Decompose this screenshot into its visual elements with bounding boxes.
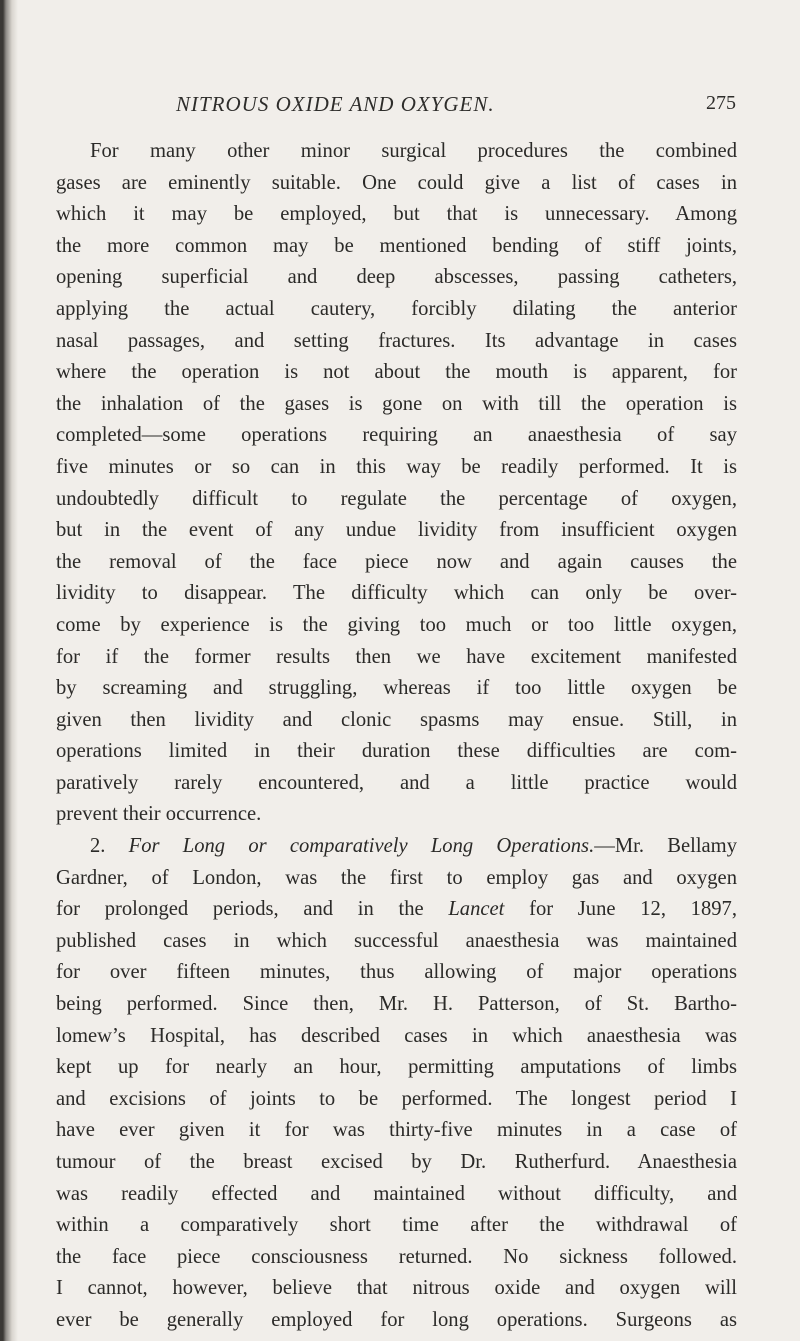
journal-title-italic: Lancet [448,898,505,921]
paragraph-1 [56,136,737,831]
text-line: lividity to disappear. The difficulty which can only be over- [56,582,737,605]
section-heading-rest: —Mr. Bellamy [594,835,737,858]
text-line: the removal of the face piece now and again causes the [56,550,737,573]
text-line: by screaming and struggling, whereas if too little oxygen be [56,677,737,700]
text-line: I cannot, however, believe that nitrous oxide and oxygen will [56,1277,737,1300]
body-text [56,136,737,1337]
text-line: the inhalation of the gases is gone on with till the operation is [56,392,737,415]
text-line: five minutes or so can in this way be readily performed. It is [56,455,737,478]
text-fragment: for prolonged periods, and in the [56,898,449,921]
text-line: tumour of the breast excised by Dr. Rutherfurd. Anaesthesia [56,1151,737,1173]
text-line: the more common may be mentioned bending of stiff joints, [56,234,737,257]
text-line: opening superficial and deep abscesses, passing catheters, [56,266,737,289]
running-head-title: NITROUS OXIDE AND OXYGEN. [176,92,495,116]
text-line: operations limited in their duration these difficulties are com- [56,740,737,763]
section-number: 2. [90,835,129,858]
text-line: completed—some operations requiring an anaesthesia of say [56,424,737,447]
text-line: have ever given it for was thirty-five minutes in a case of [56,1119,737,1142]
text-fragment: for June 12, 1897, [504,898,738,921]
text-line: was readily effected and maintained without difficulty, and [56,1182,737,1205]
text-line: and excisions of joints to be performed. The longest period I [56,1087,737,1110]
text-line-with-citation [56,894,737,926]
page-gutter-shadow [0,0,18,1341]
text-line: within a comparatively short time after the withdrawal of [56,1214,737,1237]
paragraph-2 [56,831,737,1337]
text-line: paratively rarely encountered, and a little practice would [56,771,737,794]
text-line: which it may be employed, but that is unnecessary. Among [56,203,737,226]
section-heading-italic: For Long or comparatively Long Operations. [128,835,595,858]
section-heading-line [56,831,737,863]
text-line: for if the former results then we have excitement manifested [56,645,737,668]
text-line: For many other minor surgical procedures the combined [90,140,737,162]
text-line: where the operation is not about the mouth is apparent, for [56,361,737,384]
page-number: 275 [706,92,736,114]
text-line: nasal passages, and setting fractures. Its advantage in cases [56,329,737,352]
text-line: ever be generally employed for long operations. Surgeons as [56,1308,737,1331]
text-line: kept up for nearly an hour, permitting amputations of limbs [56,1056,737,1079]
text-line: gases are eminently suitable. One could give a list of cases in [56,171,737,194]
text-line: published cases in which successful anaesthesia was maintained [56,929,737,952]
text-line: prevent their occurrence. [56,803,262,826]
text-line: given then lividity and clonic spasms may ensue. Still, in [56,708,737,731]
text-line: Gardner, of London, was the first to employ gas and oxygen [56,866,737,889]
text-line: applying the actual cautery, forcibly dilating the anterior [56,297,737,320]
text-line: the face piece consciousness returned. No sickness followed. [56,1245,737,1268]
text-line: but in the event of any undue lividity from insufficient oxygen [56,519,737,542]
text-line: for over fifteen minutes, thus allowing of major operations [56,961,737,984]
text-line: come by experience is the giving too much or too little oxygen, [56,613,737,636]
text-line: undoubtedly difficult to regulate the percentage of oxygen, [56,487,737,510]
text-line: being performed. Since then, Mr. H. Patterson, of St. Bartho- [56,993,737,1016]
text-line: lomew’s Hospital, has described cases in which anaesthesia was [56,1024,737,1047]
